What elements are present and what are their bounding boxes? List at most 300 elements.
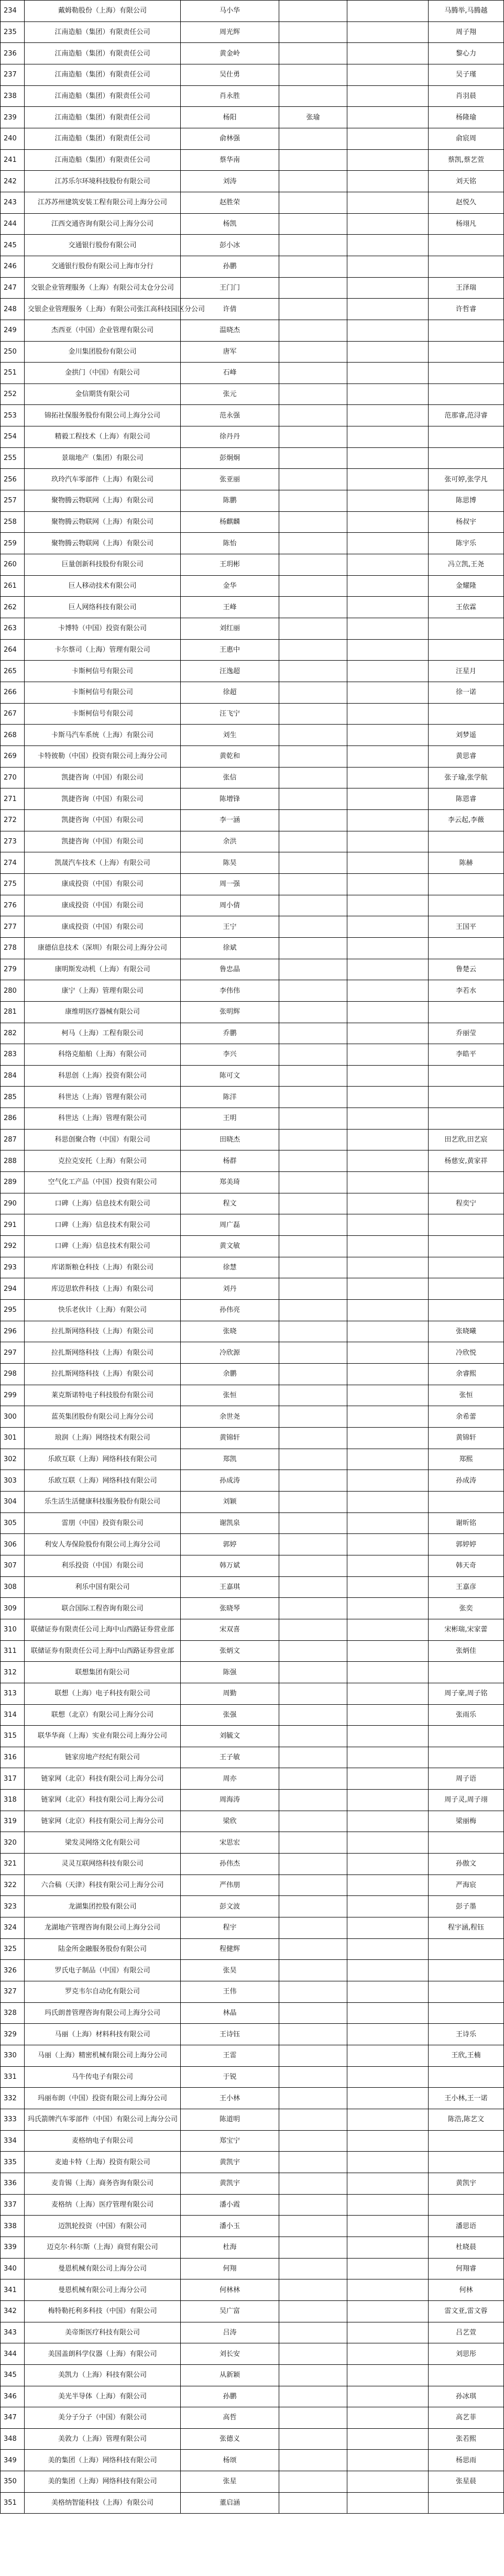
extra-name-2: [347, 1747, 429, 1768]
extra-name-2: [347, 277, 429, 299]
row-number: 317: [1, 1768, 25, 1790]
extra-name-1: [279, 767, 347, 788]
extra-name-3: 张可婷,张学凡: [429, 469, 504, 490]
extra-name-3: [429, 363, 504, 384]
extra-name-3: 王国平: [429, 916, 504, 938]
table-row: [1, 511, 504, 533]
employee-name: 张德义: [181, 2428, 279, 2450]
extra-name-2: [347, 2088, 429, 2109]
employee-name: 程宇: [181, 1917, 279, 1939]
row-number: 240: [1, 128, 25, 149]
company-name: 玛氏箭牌汽车零部件（中国）有限公司上海分公司: [25, 2109, 181, 2130]
employee-name: 郑凯: [181, 1449, 279, 1470]
extra-name-2: [347, 703, 429, 725]
extra-name-3: [429, 1001, 504, 1023]
extra-name-1: [279, 1491, 347, 1512]
company-name: 卡斯马汽车系统（上海）有限公司: [25, 725, 181, 746]
extra-name-1: [279, 1619, 347, 1640]
company-name: 罗氏电子制品（中国）有限公司: [25, 1960, 181, 1981]
company-name: 康明斯发动机（上海）有限公司: [25, 959, 181, 980]
employee-name: 杨阳: [181, 107, 279, 128]
company-name: 龙湖集团控股有限公司: [25, 1896, 181, 1917]
row-number: 342: [1, 2300, 25, 2322]
extra-name-1: [279, 1726, 347, 1747]
row-number: 344: [1, 2343, 25, 2365]
row-number: 278: [1, 937, 25, 959]
company-name: 梅特勒托利多科技（中国）有限公司: [25, 2300, 181, 2322]
table-row: [1, 213, 504, 235]
extra-name-1: [279, 1832, 347, 1854]
extra-name-1: [279, 469, 347, 490]
employee-name: 许倩: [181, 299, 279, 320]
company-name: 金川集团股份有限公司: [25, 341, 181, 363]
extra-name-1: [279, 1, 347, 22]
extra-name-2: [347, 2173, 429, 2194]
row-number: 251: [1, 363, 25, 384]
row-number: 350: [1, 2471, 25, 2493]
table-row: [1, 2258, 504, 2279]
extra-name-2: [347, 2322, 429, 2343]
extra-name-2: [347, 299, 429, 320]
company-name: 口碑（上海）信息技术有限公司: [25, 1193, 181, 1214]
table-row: [1, 363, 504, 384]
extra-name-2: [347, 533, 429, 554]
extra-name-3: 王小林,王一诺: [429, 2088, 504, 2109]
table-row: [1, 299, 504, 320]
extra-name-1: [279, 1001, 347, 1023]
company-name: 罗克韦尔自动化有限公司: [25, 1981, 181, 2003]
row-number: 323: [1, 1896, 25, 1917]
extra-name-2: [347, 1704, 429, 1726]
table-row: [1, 2386, 504, 2407]
company-name: 美敦力（上海）管理有限公司: [25, 2428, 181, 2450]
extra-name-3: 俞宸周: [429, 128, 504, 149]
company-name: 康宁（上海）管理有限公司: [25, 980, 181, 1002]
employee-name: 徐超: [181, 682, 279, 704]
extra-name-3: [429, 1662, 504, 1683]
employee-name: 杨凯: [181, 213, 279, 235]
row-number: 303: [1, 1470, 25, 1492]
table-row: [1, 661, 504, 682]
employee-name: 马小华: [181, 1, 279, 22]
extra-name-2: [347, 554, 429, 576]
company-name: 玛氏朗普管理咨询有限公司上海分公司: [25, 2002, 181, 2024]
table-row: [1, 1172, 504, 1193]
table-row: [1, 2024, 504, 2045]
extra-name-3: 李云起,李薇: [429, 809, 504, 831]
row-number: 259: [1, 533, 25, 554]
extra-name-3: 田艺欣,田艺宸: [429, 1129, 504, 1150]
extra-name-2: [347, 1598, 429, 1619]
extra-name-1: [279, 1023, 347, 1044]
extra-name-2: [347, 2152, 429, 2173]
extra-name-2: [347, 2364, 429, 2386]
row-number: 336: [1, 2173, 25, 2194]
extra-name-1: [279, 2492, 347, 2514]
extra-name-2: [347, 575, 429, 597]
table-row: [1, 43, 504, 64]
extra-name-3: 赵悦久: [429, 192, 504, 213]
extra-name-3: 冷欣悦: [429, 1342, 504, 1364]
row-number: 254: [1, 426, 25, 448]
table-row: [1, 2428, 504, 2450]
extra-name-2: [347, 980, 429, 1002]
extra-name-3: 金耀隆: [429, 575, 504, 597]
row-number: 279: [1, 959, 25, 980]
company-name: 麦格纳（上海）医疗管理有限公司: [25, 2194, 181, 2216]
employee-name: 周小倩: [181, 895, 279, 916]
extra-name-1: [279, 959, 347, 980]
employee-name: 严伟朋: [181, 1875, 279, 1896]
row-number: 262: [1, 597, 25, 618]
extra-name-1: [279, 2130, 347, 2152]
row-number: 291: [1, 1214, 25, 1236]
employee-name: 张明辉: [181, 1001, 279, 1023]
employee-name: 张强: [181, 1704, 279, 1726]
table-row: [1, 341, 504, 363]
row-number: 298: [1, 1364, 25, 1385]
company-name: 联合国际工程咨询有限公司: [25, 1598, 181, 1619]
extra-name-2: [347, 511, 429, 533]
extra-name-1: [279, 1300, 347, 1321]
row-number: 235: [1, 21, 25, 43]
table-row: [1, 937, 504, 959]
employee-name: 李一涵: [181, 809, 279, 831]
extra-name-1: [279, 490, 347, 512]
employee-name: 范永强: [181, 405, 279, 426]
employee-name: 孙鹏: [181, 256, 279, 277]
extra-name-1: [279, 171, 347, 192]
extra-name-2: [347, 831, 429, 852]
row-number: 242: [1, 171, 25, 192]
employee-name: 黄凯宇: [181, 2173, 279, 2194]
table-row: [1, 554, 504, 576]
company-name: 麦肯锡（上海）商务咨询有限公司: [25, 2173, 181, 2194]
row-number: 345: [1, 2364, 25, 2386]
table-row: [1, 2471, 504, 2493]
table-row: [1, 2450, 504, 2471]
table-row: [1, 2045, 504, 2067]
employee-name: 周广磊: [181, 1214, 279, 1236]
roster-body: [1, 1, 504, 2514]
company-name: 凯捷咨询（中国）有限公司: [25, 788, 181, 810]
company-name: 联想（上海）电子科技有限公司: [25, 1683, 181, 1704]
extra-name-3: [429, 235, 504, 256]
extra-name-2: [347, 1683, 429, 1704]
extra-name-1: [279, 235, 347, 256]
extra-name-1: [279, 554, 347, 576]
extra-name-3: 冯立凯,王尧: [429, 554, 504, 576]
extra-name-1: [279, 43, 347, 64]
employee-name: 张元: [181, 383, 279, 405]
row-number: 329: [1, 2024, 25, 2045]
extra-name-3: [429, 2152, 504, 2173]
extra-name-2: [347, 1619, 429, 1640]
employee-name: 何林林: [181, 2279, 279, 2301]
employee-name: 程健辉: [181, 1938, 279, 1960]
company-name: 康维明医疗器械有限公司: [25, 1001, 181, 1023]
row-number: 287: [1, 1129, 25, 1150]
extra-name-1: [279, 2002, 347, 2024]
extra-name-3: [429, 1300, 504, 1321]
extra-name-2: [347, 171, 429, 192]
extra-name-1: [279, 639, 347, 661]
extra-name-1: [279, 2300, 347, 2322]
row-number: 351: [1, 2492, 25, 2514]
table-row: [1, 1726, 504, 1747]
table-row: [1, 703, 504, 725]
extra-name-2: [347, 1938, 429, 1960]
extra-name-2: [347, 809, 429, 831]
row-number: 294: [1, 1278, 25, 1300]
extra-name-3: [429, 2492, 504, 2514]
table-row: [1, 469, 504, 490]
company-name: 聚物腾云物联网（上海）有限公司: [25, 490, 181, 512]
extra-name-1: [279, 405, 347, 426]
company-name: 科世达（上海）管理有限公司: [25, 1108, 181, 1130]
employee-name: 吴仕勇: [181, 64, 279, 85]
extra-name-1: [279, 85, 347, 107]
extra-name-3: 陈宇乐: [429, 533, 504, 554]
extra-name-1: [279, 2258, 347, 2279]
employee-name: 张炳文: [181, 1640, 279, 1662]
extra-name-1: [279, 1896, 347, 1917]
table-row: [1, 2407, 504, 2429]
company-name: 曼恩机械有限公司上海分公司: [25, 2258, 181, 2279]
company-name: 麦格纳电子有限公司: [25, 2130, 181, 2152]
extra-name-3: 何翔睿: [429, 2258, 504, 2279]
extra-name-3: 余睿熙: [429, 1364, 504, 1385]
employee-name: 金华: [181, 575, 279, 597]
extra-name-3: 李若水: [429, 980, 504, 1002]
company-name: 利乐投资（中国）有限公司: [25, 1555, 181, 1576]
extra-name-1: [279, 788, 347, 810]
extra-name-2: [347, 1001, 429, 1023]
extra-name-3: 王诗乐: [429, 2024, 504, 2045]
company-name: 链家房地产经纪有限公司: [25, 1747, 181, 1768]
extra-name-1: [279, 1065, 347, 1087]
extra-name-3: [429, 873, 504, 895]
company-name: 乐欧互联（上海）网络科技有限公司: [25, 1470, 181, 1492]
employee-name: 从新颖: [181, 2364, 279, 2386]
employee-name: 徐慧: [181, 1257, 279, 1278]
row-number: 316: [1, 1747, 25, 1768]
row-number: 288: [1, 1150, 25, 1172]
row-number: 271: [1, 788, 25, 810]
extra-name-2: [347, 767, 429, 788]
table-row: [1, 639, 504, 661]
employee-name: 陈昊: [181, 852, 279, 874]
employee-name: 潘小霞: [181, 2194, 279, 2216]
extra-name-3: [429, 2194, 504, 2216]
company-name: 利乐中国有限公司: [25, 1576, 181, 1598]
row-number: 312: [1, 1662, 25, 1683]
extra-name-1: [279, 128, 347, 149]
extra-name-1: [279, 1470, 347, 1492]
row-number: 277: [1, 916, 25, 938]
extra-name-2: [347, 1726, 429, 1747]
extra-name-1: [279, 1960, 347, 1981]
company-name: 链家网（北京）科技有限公司上海分公司: [25, 1811, 181, 1832]
table-row: [1, 2322, 504, 2343]
extra-name-3: 乔丽莹: [429, 1023, 504, 1044]
table-row: [1, 21, 504, 43]
employee-name: 王门门: [181, 277, 279, 299]
extra-name-3: 鲁楚云: [429, 959, 504, 980]
extra-name-3: 张子瑜,张学航: [429, 767, 504, 788]
employee-name: 孙伟亮: [181, 1300, 279, 1321]
row-number: 239: [1, 107, 25, 128]
table-row: [1, 1875, 504, 1896]
extra-name-3: 黄锦轩: [429, 1427, 504, 1449]
table-row: [1, 1491, 504, 1512]
employee-name: 宋双喜: [181, 1619, 279, 1640]
employee-name: 郭婷: [181, 1534, 279, 1555]
employee-name: 余世尧: [181, 1406, 279, 1428]
employee-name: 董启涵: [181, 2492, 279, 2514]
extra-name-1: [279, 597, 347, 618]
row-number: 314: [1, 1704, 25, 1726]
employee-name: 周海涛: [181, 1790, 279, 1811]
employee-name: 张信: [181, 767, 279, 788]
extra-name-3: [429, 1278, 504, 1300]
company-name: 巨人网络科技有限公司: [25, 597, 181, 618]
employee-name: 周勤: [181, 1683, 279, 1704]
extra-name-3: 刘梦遥: [429, 725, 504, 746]
company-name: 凯捷咨询（中国）有限公司: [25, 831, 181, 852]
extra-name-1: [279, 64, 347, 85]
extra-name-3: 周子语: [429, 1768, 504, 1790]
extra-name-1: [279, 2279, 347, 2301]
row-number: 243: [1, 192, 25, 213]
company-name: 精毅工程技术（上海）有限公司: [25, 426, 181, 448]
row-number: 327: [1, 1981, 25, 2003]
extra-name-3: 何林: [429, 2279, 504, 2301]
extra-name-2: [347, 895, 429, 916]
extra-name-3: [429, 1236, 504, 1257]
extra-name-2: [347, 213, 429, 235]
table-row: [1, 2066, 504, 2088]
extra-name-3: 杜晓晨: [429, 2237, 504, 2258]
employee-name: 陈强: [181, 1662, 279, 1683]
employee-name: 黄凯宇: [181, 2152, 279, 2173]
extra-name-2: [347, 64, 429, 85]
table-row: [1, 1278, 504, 1300]
company-name: 江南造船（集团）有限责任公司: [25, 107, 181, 128]
table-row: [1, 1662, 504, 1683]
employee-name: 吴广富: [181, 2300, 279, 2322]
company-name: 凯晟汽车技术（上海）有限公司: [25, 852, 181, 874]
row-number: 292: [1, 1236, 25, 1257]
row-number: 241: [1, 149, 25, 171]
extra-name-3: [429, 1832, 504, 1854]
company-name: 金信期货有限公司: [25, 383, 181, 405]
employee-name: 王嘉琪: [181, 1576, 279, 1598]
employee-name: 何翔: [181, 2258, 279, 2279]
employee-name: 郑美琦: [181, 1172, 279, 1193]
extra-name-3: 李皓平: [429, 1044, 504, 1066]
extra-name-3: [429, 1172, 504, 1193]
extra-name-1: [279, 916, 347, 938]
employee-name: 周亦: [181, 1768, 279, 1790]
extra-name-2: [347, 916, 429, 938]
extra-name-1: [279, 1257, 347, 1278]
table-row: [1, 533, 504, 554]
extra-name-2: [347, 235, 429, 256]
table-row: [1, 788, 504, 810]
employee-name: 于锐: [181, 2066, 279, 2088]
extra-name-3: 刘思彤: [429, 2343, 504, 2365]
extra-name-3: [429, 426, 504, 448]
row-number: 270: [1, 767, 25, 788]
extra-name-1: [279, 1981, 347, 2003]
extra-name-3: 王依霖: [429, 597, 504, 618]
table-row: [1, 2194, 504, 2216]
table-row: [1, 1683, 504, 1704]
employee-name: 陈增锋: [181, 788, 279, 810]
row-number: 347: [1, 2407, 25, 2429]
company-name: 联储证券有限责任公司上海中山西路证券营业部: [25, 1619, 181, 1640]
table-row: [1, 447, 504, 469]
employee-name: 蔡华南: [181, 149, 279, 171]
employee-name: 黄乾和: [181, 746, 279, 767]
company-name: 交通银行股份有限公司上海市分行: [25, 256, 181, 277]
company-name: 马丽（上海）精密机械有限公司上海分公司: [25, 2045, 181, 2067]
extra-name-3: [429, 2130, 504, 2152]
extra-name-1: [279, 1747, 347, 1768]
extra-name-3: 张星晨: [429, 2471, 504, 2493]
row-number: 299: [1, 1385, 25, 1406]
extra-name-2: [347, 1470, 429, 1492]
extra-name-1: [279, 1044, 347, 1066]
row-number: 308: [1, 1576, 25, 1598]
extra-name-3: [429, 1747, 504, 1768]
company-name: 马牛传电子有限公司: [25, 2066, 181, 2088]
extra-name-2: [347, 725, 429, 746]
company-name: 梁发灵网络文化有限公司: [25, 1832, 181, 1854]
extra-name-3: [429, 2364, 504, 2386]
extra-name-1: [279, 2428, 347, 2450]
table-row: [1, 1257, 504, 1278]
row-number: 265: [1, 661, 25, 682]
extra-name-1: [279, 511, 347, 533]
row-number: 257: [1, 490, 25, 512]
table-row: [1, 2173, 504, 2194]
extra-name-1: [279, 1598, 347, 1619]
employee-name: 杨颂: [181, 2450, 279, 2471]
extra-name-3: 王泽瑞: [429, 277, 504, 299]
row-number: 266: [1, 682, 25, 704]
extra-name-1: [279, 2088, 347, 2109]
extra-name-2: [347, 2279, 429, 2301]
company-name: 美国盖朗科学仪器（上海）有限公司: [25, 2343, 181, 2365]
extra-name-2: [347, 2343, 429, 2365]
employee-name: 张亚丽: [181, 469, 279, 490]
table-row: [1, 809, 504, 831]
extra-name-1: [279, 2364, 347, 2386]
employee-name: 唐军: [181, 341, 279, 363]
employee-name: 杜海: [181, 2237, 279, 2258]
table-row: [1, 1938, 504, 1960]
employee-name: 孙成涛: [181, 1470, 279, 1492]
employee-name: 王诗钰: [181, 2024, 279, 2045]
table-row: [1, 1108, 504, 1130]
employee-name: 孙伟杰: [181, 1854, 279, 1875]
company-name: 乐欧互联（上海）网络科技有限公司: [25, 1449, 181, 1470]
row-number: 273: [1, 831, 25, 852]
employee-name: 刘生: [181, 725, 279, 746]
extra-name-1: [279, 2045, 347, 2067]
